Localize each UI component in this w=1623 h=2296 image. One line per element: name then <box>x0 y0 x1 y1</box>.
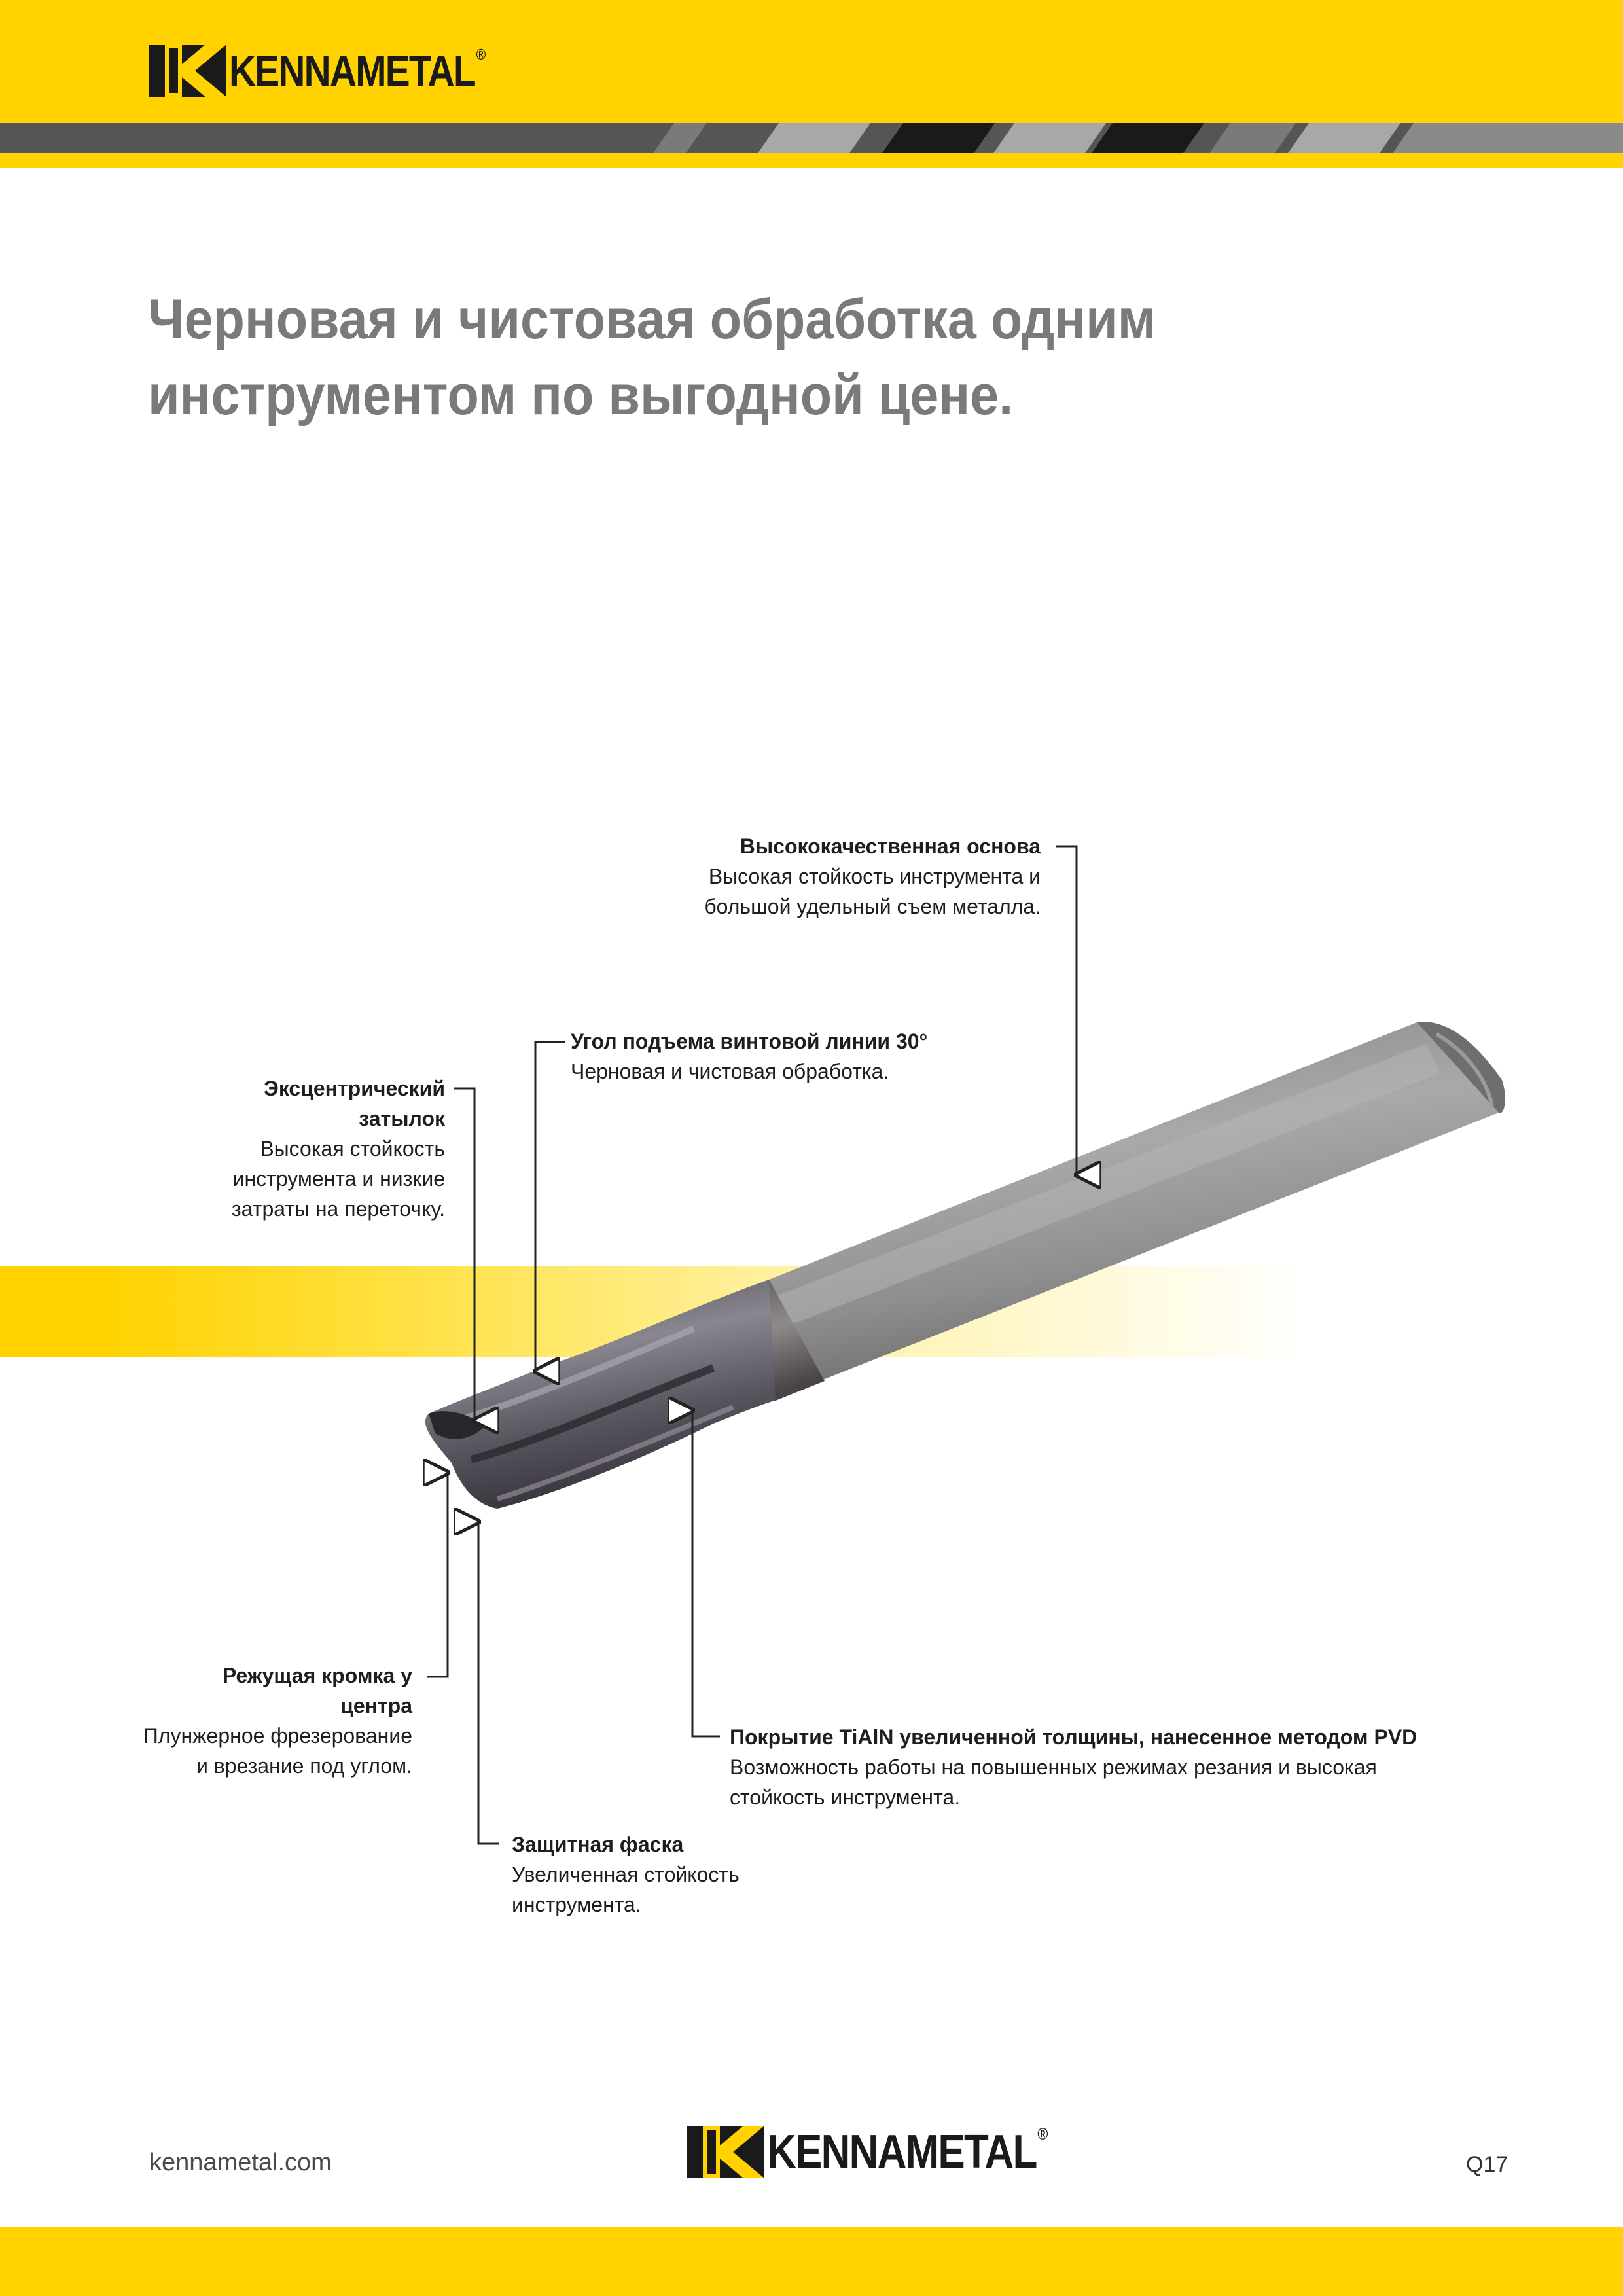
callout-high-quality-base <box>674 831 1041 922</box>
header-logo-text: KENNAMETAL® <box>229 46 485 95</box>
callout-protective-chamfer <box>512 1829 904 1920</box>
callout-coating-text: Возможность работы на повышенных режимах резания и высокая стойкость инструмента. <box>730 1755 1377 1809</box>
callout-eccentric-relief <box>209 1073 445 1224</box>
headline-line-1: Черновая и чистовая обработка одним <box>148 288 1156 351</box>
callout-helix-angle <box>571 1026 1029 1086</box>
tool-flutes <box>425 1280 776 1509</box>
callout-helix-text: Черновая и чистовая обработка. <box>571 1060 889 1083</box>
callout-helix-title: Угол подъема винтовой линии 30° <box>571 1030 928 1053</box>
callout-base-text: Высокая стойкость инструмента и большой удельный съем металла. <box>704 865 1041 918</box>
callout-center-cutting <box>131 1660 412 1781</box>
footer-logo-text: KENNAMETAL® <box>767 2125 1047 2178</box>
footer-logo <box>687 2125 1092 2179</box>
callout-eccentric-title: Эксцентрический затылок <box>264 1077 445 1130</box>
callout-center-text: Плунжерное фрезерование и врезание под углом. <box>143 1724 412 1778</box>
footer-website-link[interactable]: kennametal.com <box>149 2149 332 2176</box>
callout-coating-title: Покрытие TiAlN увеличенной толщины, нанесенное методом PVD <box>730 1725 1418 1749</box>
headline-line-2: инструментом по выгодной цене. <box>148 364 1014 427</box>
callout-eccentric-text: Высокая стойкость инструмента и низкие затраты на переточку. <box>232 1137 445 1221</box>
callout-tialn-coating <box>730 1722 1482 1812</box>
callout-chamfer-text: Увеличенная стойкость инструмента. <box>512 1863 740 1916</box>
callout-center-title: Режущая кромка у центра <box>222 1664 412 1717</box>
callout-chamfer-title: Защитная фаска <box>512 1833 684 1856</box>
page-number: Q17 <box>1466 2152 1508 2177</box>
footer-band <box>0 2227 1623 2296</box>
callout-base-title: Высококачественная основа <box>740 834 1041 858</box>
kennametal-k-logo-icon <box>687 2126 764 2178</box>
